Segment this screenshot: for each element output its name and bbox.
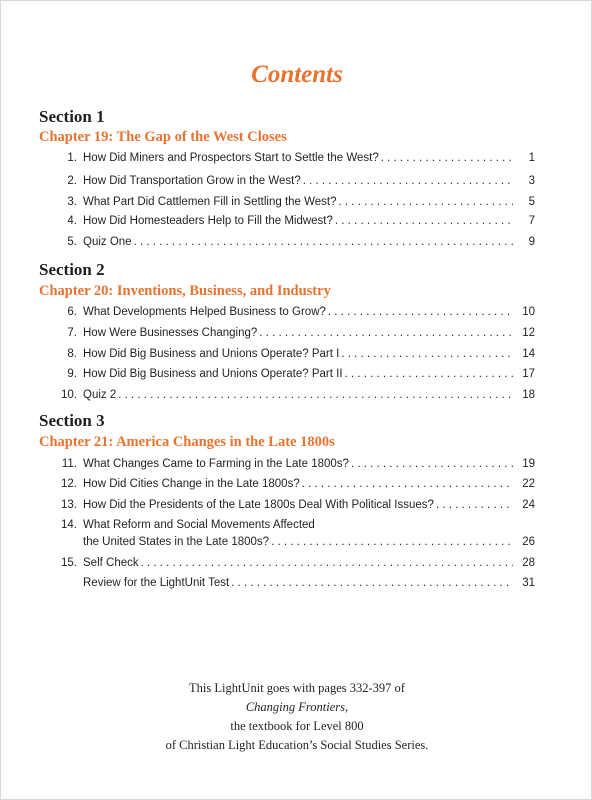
toc-entry[interactable] (51, 236, 535, 254)
entry-page-number: 9 (528, 236, 535, 248)
entry-title: What Changes Came to Farming in the Late 1800s? (83, 458, 349, 470)
entry-number: 9. (67, 368, 77, 380)
entry-title: Quiz 2 (83, 389, 117, 401)
toc-entry[interactable] (51, 196, 535, 214)
toc-entry[interactable] (51, 152, 535, 170)
toc-entry[interactable] (51, 327, 535, 345)
entry-page-number: 3 (528, 175, 535, 187)
toc-entry[interactable] (51, 306, 535, 324)
note-line-1: This LightUnit goes with pages 332-397 of (189, 681, 405, 695)
entry-page-number: 22 (522, 478, 535, 490)
entry-page-number: 10 (522, 306, 535, 318)
entry-title: Quiz One (83, 236, 132, 248)
entry-page-number: 14 (522, 348, 535, 360)
dot-leader (303, 175, 513, 187)
toc-entry[interactable] (51, 348, 535, 366)
entry-page-number: 18 (522, 389, 535, 401)
entry-page-number: 19 (522, 458, 535, 470)
entry-title: How Did the Presidents of the Late 1800s Deal With Political Issues? (83, 499, 434, 511)
entry-page-number: 31 (522, 577, 535, 589)
dot-leader (345, 368, 513, 380)
section-heading-1: Section 1 (39, 107, 105, 126)
toc-entry[interactable] (51, 368, 535, 386)
toc-entry[interactable] (51, 458, 535, 476)
entry-number: 8. (67, 348, 77, 360)
chapter-heading-19: Chapter 19: The Gap of the West Closes (39, 129, 287, 145)
chapter-heading-20: Chapter 20: Inventions, Business, and Industry (39, 283, 331, 299)
toc-entry[interactable] (51, 519, 535, 553)
entry-page-number: 24 (522, 499, 535, 511)
toc-entry[interactable] (51, 499, 535, 517)
dot-leader (339, 196, 513, 208)
entry-number: 1. (67, 152, 77, 164)
entry-page-number: 12 (522, 327, 535, 339)
entry-title: What Part Did Cattlemen Fill in Settling the West? (83, 196, 337, 208)
entry-page-number: 1 (528, 152, 535, 164)
entry-title: How Did Cities Change in the Late 1800s? (83, 478, 300, 490)
note-book-title: Changing Frontiers, (245, 700, 349, 714)
section-heading-3: Section 3 (39, 411, 105, 430)
entry-number: 4. (67, 215, 77, 227)
dot-leader (436, 499, 513, 511)
entry-page-number: 17 (522, 368, 535, 380)
dot-leader (302, 478, 513, 490)
entry-number: 15. (61, 557, 77, 569)
entry-title: How Did Big Business and Unions Operate? Part II (83, 368, 343, 380)
entry-number: 7. (67, 327, 77, 339)
toc-entry[interactable] (51, 175, 535, 193)
entry-title: How Did Homesteaders Help to Fill the Midwest? (83, 215, 333, 227)
entry-title: What Developments Helped Business to Grow? (83, 306, 326, 318)
dot-leader (351, 458, 513, 470)
dot-leader (118, 389, 513, 401)
toc-entry[interactable] (51, 389, 535, 407)
dot-leader (328, 306, 513, 318)
page-title: Contents (251, 61, 343, 88)
section-heading-2: Section 2 (39, 260, 105, 279)
entry-number: 12. (61, 478, 77, 490)
entry-number: 13. (61, 499, 77, 511)
entry-number: 6. (67, 306, 77, 318)
entry-page-number: 28 (522, 557, 535, 569)
toc-entry[interactable] (51, 478, 535, 496)
toc-entry[interactable] (51, 577, 535, 595)
entry-number: 14. (61, 519, 77, 531)
dot-leader (381, 152, 513, 164)
entry-title: Review for the LightUnit Test (83, 577, 230, 589)
note-line-4: of Christian Light Education’s Social Studies Series. (165, 738, 429, 752)
chapter-heading-21: Chapter 21: America Changes in the Late 1800s (39, 434, 335, 450)
entry-title: Self Check (83, 557, 139, 569)
entry-title: How Did Transportation Grow in the West? (83, 175, 301, 187)
entry-title: the United States in the Late 1800s? (83, 536, 270, 548)
dot-leader (271, 536, 513, 548)
dot-leader (134, 236, 513, 248)
entry-title: How Did Big Business and Unions Operate? Part I (83, 348, 340, 360)
entry-page-number: 26 (522, 536, 535, 548)
dot-leader (341, 348, 513, 360)
entry-number: 3. (67, 196, 77, 208)
lightunit-note (1, 679, 592, 755)
entry-number: 11. (61, 458, 77, 470)
entry-title-line-1: What Reform and Social Movements Affected (83, 519, 315, 531)
entry-title: How Were Businesses Changing? (83, 327, 258, 339)
dot-leader (259, 327, 513, 339)
entry-number: 5. (67, 236, 77, 248)
entry-number: 10. (61, 389, 77, 401)
entry-number: 2. (67, 175, 77, 187)
entry-page-number: 7 (528, 215, 535, 227)
entry-title: How Did Miners and Prospectors Start to Settle the West? (83, 152, 379, 164)
toc-entry[interactable] (51, 557, 535, 575)
dot-leader (141, 557, 513, 569)
entry-page-number: 5 (528, 196, 535, 208)
dot-leader (231, 577, 513, 589)
dot-leader (335, 215, 513, 227)
toc-entry[interactable] (51, 215, 535, 233)
note-line-3: the textbook for Level 800 (230, 719, 364, 733)
